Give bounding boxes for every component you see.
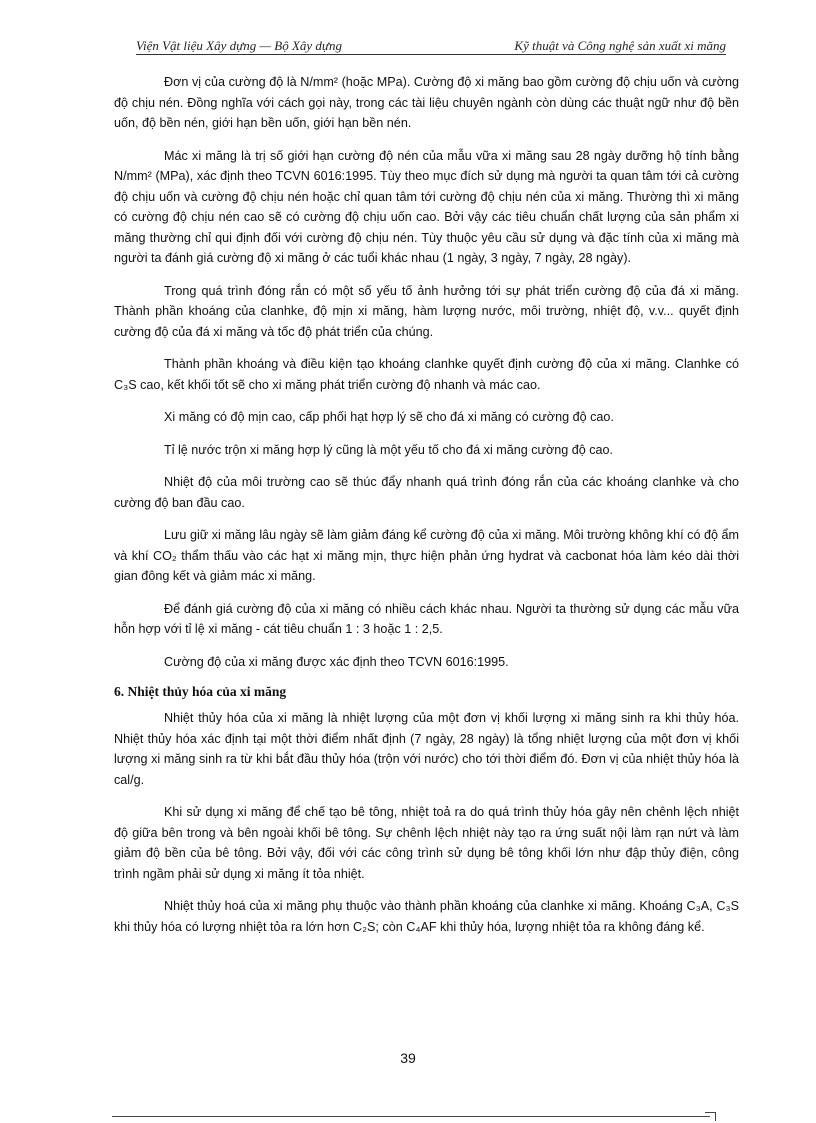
paragraph: Trong quá trình đóng rắn có một số yếu tố ảnh hưởng tới sự phát triển cường độ của đá xi măng. Thành phần khoáng của clanhke, độ mịn xi măng, hàm lượng nước, môi trường, nhiệt độ, v.v... quyết định cường độ của đá xi măng và tốc độ phát triển của chúng. <box>114 283 739 339</box>
paragraph: Lưu giữ xi măng lâu ngày sẽ làm giảm đáng kể cường độ của xi măng. Môi trường không khí có độ ẩm và khí CO₂ thẩm thấu vào các hạt xi măng mịn, thực hiện phản ứng hydrat và cacbonat hóa làm kéo dài thời gian đông kết và giảm mác xi măng. <box>114 528 739 583</box>
header-right: Kỹ thuật và Công nghệ sản xuất xi măng <box>514 38 726 53</box>
paragraph: Nhiệt thủy hoá của xi măng phụ thuộc vào thành phần khoáng của clanhke xi măng. Khoáng C₃A, C₃S khi thủy hóa có lượng nhiệt tỏa ra lớn hơn C₂S; còn C₄AF khi thủy hóa, lượng nhiệt tỏa ra không đáng kể. <box>114 899 739 934</box>
paragraph: Thành phần khoáng và điều kiện tạo khoáng clanhke quyết định cường độ của xi măng. Clanhke có C₃S cao, kết khối tốt sẽ cho xi măng phát triển cường độ nhanh và mác cao. <box>114 357 739 392</box>
corner-mark <box>705 1112 716 1121</box>
paragraph: Nhiệt thủy hóa của xi măng là nhiệt lượng của một đơn vị khối lượng xi măng sinh ra khi thủy hóa. Nhiệt thủy hóa xác định tại một thời điểm nhất định (7 ngày, 28 ngày) là tổng nhiệt lượng của một đơn vị khối lượng xi măng sinh ra từ khi bắt đầu thủy hóa (trộn với nước) cho tới thời điểm đó. Đơn vị của nhiệt thủy hóa là cal/g. <box>114 711 739 787</box>
paragraph: Tỉ lệ nước trộn xi măng hợp lý cũng là một yếu tố cho đá xi măng cường độ cao. <box>164 442 614 457</box>
paragraph: Để đánh giá cường độ của xi măng có nhiều cách khác nhau. Người ta thường sử dụng các mẫu vữa hỗn hợp với tỉ lệ xi măng - cát tiêu chuẩn 1 : 3 hoặc 1 : 2,5. <box>114 601 739 636</box>
paragraph: Xi măng có độ mịn cao, cấp phối hạt hợp lý sẽ cho đá xi măng có cường độ cao. <box>164 410 614 424</box>
section-heading: 6. Nhiệt thủy hóa của xi măng <box>114 684 287 699</box>
paragraph: Đơn vị của cường độ là N/mm² (hoặc MPa). Cường độ xi măng bao gồm cường độ chịu uốn và cường độ chịu nén. Đồng nghĩa với cách gọi này, trong các tài liệu chuyên ngành còn dùng các thuật ngữ như độ bền uốn, độ bền nén, giới hạn bền uốn, giới hạn bền nén. <box>114 75 739 130</box>
paragraph: Mác xi măng là trị số giới hạn cường độ nén của mẫu vữa xi măng sau 28 ngày dưỡng hộ tính bằng N/mm² (MPa), xác định theo TCVN 6016:1995. Tùy theo mục đích sử dụng mà người ta quan tâm tới cả cường độ chịu uốn và cường độ chịu nén hoặc chỉ quan tâm tới cường độ chịu nén của xi măng. Thường thì xi măng có cường độ chịu nén cao sẽ có cường độ chịu uốn cao. Bởi vậy các tiêu chuẩn chất lượng của sản phẩm xi măng thường chỉ qui định đối với cường độ chịu nén. Tùy thuộc yêu cầu sử dụng và đặc tính của xi măng mà người ta đánh giá cường độ xi măng ở các tuổi khác nhau (1 ngày, 3 ngày, 7 ngày, 28 ngày). <box>114 148 739 265</box>
paragraph: Nhiệt độ của môi trường cao sẽ thúc đẩy nhanh quá trình đóng rắn của các khoáng clanhke và cho cường độ ban đầu cao. <box>114 475 739 510</box>
paragraph: Cường độ của xi măng được xác định theo TCVN 6016:1995. <box>164 654 509 669</box>
page-body <box>114 72 739 949</box>
header-left: Viện Vật liệu Xây dựng — Bộ Xây dựng <box>136 38 343 53</box>
page-header <box>136 36 726 56</box>
paragraph: Khi sử dụng xi măng để chế tạo bê tông, nhiệt toả ra do quá trình thủy hóa gây nên chênh lệch nhiệt độ giữa bên trong và bên ngoài khối bê tông. Sự chênh lệch nhiệt này tạo ra ứng suất nội làm rạn nứt và làm giảm độ bền của bê tông. Bởi vậy, đối với các công trình sử dụng bê tông khối lớn như đập thủy điện, công trình ngầm phải sử dụng xi măng ít tỏa nhiệt. <box>114 805 739 881</box>
header-rule <box>136 54 726 55</box>
page-number: 39 <box>400 1050 416 1066</box>
footer-rule <box>112 1116 710 1117</box>
